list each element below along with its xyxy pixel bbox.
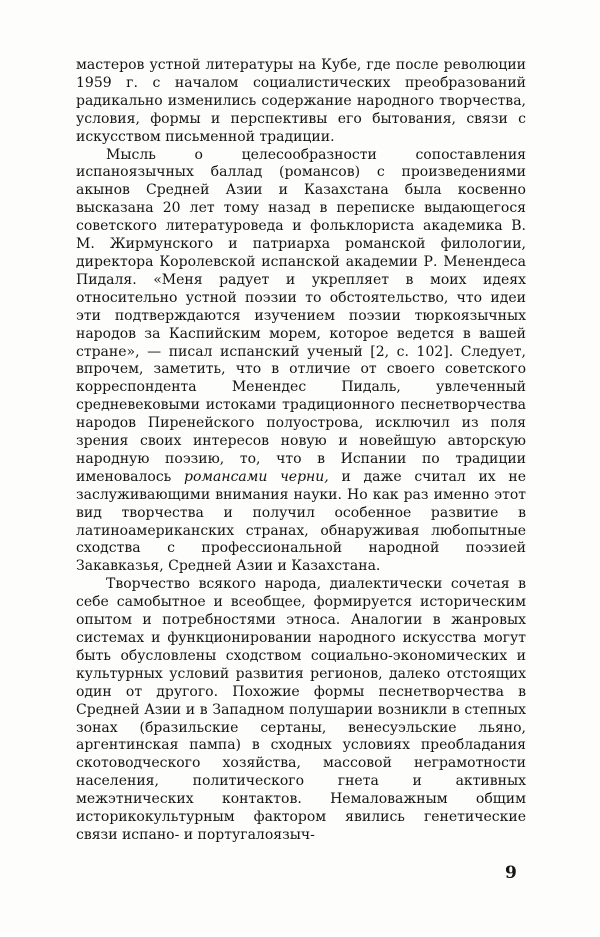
italic-phrase: романсами черни, <box>184 468 329 485</box>
text-run: мастеров устной литературы на Кубе, где после революции 1959 г. с началом социалистических преобразований радикально изменились содержание народного творчества, условия, формы и перспективы его бытования, связи с искусством письменной традиции. <box>76 57 526 145</box>
text-run: и даже считал их не заслуживающими внимания науки. Но как раз именно этот вид творчества и получил особенное развитие в латиноамериканских странах, обнаруживая любопытные сходства с профессиональной народной поэзией Закавказья, Средней Азии и Казахстана. <box>76 468 526 575</box>
page-number: 9 <box>505 863 517 883</box>
body-text <box>76 57 526 845</box>
paragraph-3 <box>76 576 526 845</box>
paragraph-2 <box>76 147 526 577</box>
text-run: Мысль о целесообразности сопоставления испаноязычных баллад (романсов) с произведениями акынов Средней Азии и Казахстана была косвенно высказана 20 лет тому назад в переписке выдающегося советского литературоведа и фольклориста академика В. М. Жирмунского и патриарха романской филологии, директора Королевской испанской академии Р. Менендеса Пидаля. «Меня радует и укрепляет в моих идеях относительно устной поэзии то обстоятельство, что идеи эти подтверждаются изучением поэзии тюркоязычных народов за Каспийским морем, которое ведется в вашей стране», — писал испанский ученый [2, с. 102]. Следует, впрочем, заметить, что в отличие от своего советского корреспондента Менендес Пидаль, увлеченный средневековыми истоками традиционного песнетворчества народов Пиренейского полуострова, исключил из поля зрения своих интересов новую и новейшую авторскую народную поэзию, то, что в Испании по традиции именовалось <box>76 146 526 485</box>
paragraph-1 <box>76 57 526 147</box>
text-run: Творчество всякого народа, диалектически сочетая в себе самобытное и всеобщее, формируется историческим опытом и потребностями этноса. Аналогии в жанровых системах и функционировании народного искусства могут быть обусловлены сходством социально-экономических и культурных условий развития регионов, далеко отстоящих один от другого. Похожие формы песнетворчества в Средней Азии и в Западном полушарии возникли в степных зонах (бразильские сертаны, венесуэльские льяно, аргентинская пампа) в сходных условиях преобладания скотоводческого хозяйства, массовой неграмотности населения, политического гнета и активных межэтнических контактов. Немаловажным общим историкокультурным фактором явились генетические связи испано- и португалоязыч- <box>76 576 526 843</box>
